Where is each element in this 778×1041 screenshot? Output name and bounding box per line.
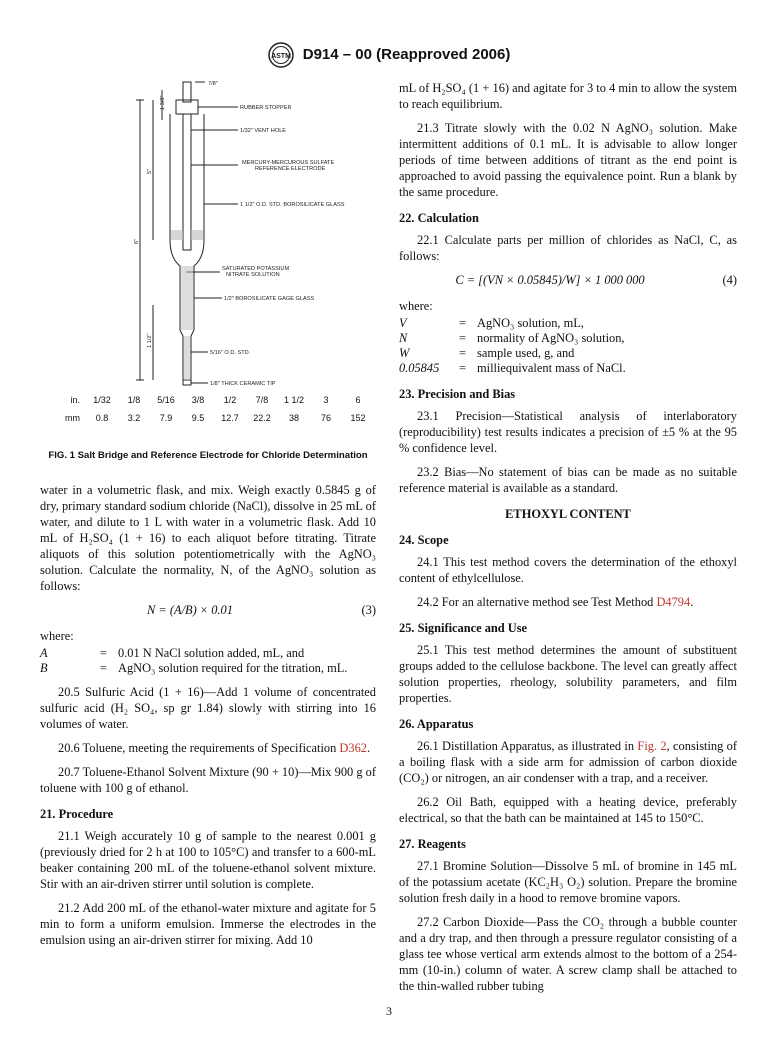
paragraph-24-2-end: . xyxy=(690,595,694,609)
paragraph-27-2: 27.2 Carbon Dioxide—Pass the CO₂ through a bubble counter and a dry trap, and then through a pressure regulator consisting of a glass tee whose vertical arm extends almost to the bottom of a 254-mm (10-in.) column of water. A screw clamp shall be attached to the thin-walled rubber tubing xyxy=(399,915,737,993)
paragraph-23-1: 23.1 Precision—Statistical analysis of interlaboratory (reproducibility) test results indicates a precision of ±5 % at the 95 % confidence level. xyxy=(399,409,737,455)
label-ceramic-tip: 1/8" THICK CERAMIC TIP xyxy=(210,381,276,387)
label-electrode-2: REFERENCE ELECTRODE xyxy=(255,166,326,172)
where-eq: = xyxy=(459,361,466,375)
where-def: milliequivalent mass of NaCl. xyxy=(477,361,626,375)
label-rubber-stopper: RUBBER STOPPER xyxy=(240,105,292,111)
where-row xyxy=(399,346,630,361)
where-label: where: xyxy=(40,629,74,643)
scale-value: 7.9 xyxy=(159,413,173,423)
scale-value: 1/8 xyxy=(127,395,141,405)
label-std: 5/16" O.D. STD. xyxy=(210,350,251,356)
paragraph-20-6 xyxy=(40,740,376,756)
label-vent-hole: 1/32" VENT HOLE xyxy=(240,128,287,134)
where-sym: B xyxy=(40,661,48,675)
scale-value: 9.5 xyxy=(191,413,205,423)
paragraph-continued: mL of H₂SO₄ (1 + 16) and agitate for 3 to 4 min to allow the system to reach equilibrium. xyxy=(399,81,737,111)
label-top-dim: 7/8" xyxy=(208,81,218,87)
right-column xyxy=(399,80,737,1002)
document-title: D914 – 00 (Reapproved 2006) xyxy=(302,46,511,63)
where-def: normality of AgNO₃ solution, xyxy=(477,331,625,345)
label-saturated: SATURATED POTASSIUM xyxy=(222,266,290,272)
label-borosilicate-glass: 1 1/2" O.D. STD. BOROSILICATE GLASS xyxy=(240,202,345,208)
paragraph-24-2 xyxy=(399,594,737,610)
unit-scale-table xyxy=(40,392,374,426)
scale-value: 3.2 xyxy=(127,413,141,423)
where-sym: V xyxy=(399,316,407,330)
equation-4-number: (4) xyxy=(722,273,737,287)
where-sym: N xyxy=(399,331,408,345)
scale-value: 76 xyxy=(320,413,331,423)
equation-4 xyxy=(399,272,737,288)
paragraph-normality: water in a volumetric flask, and mix. Weigh exactly 0.5845 g of dry, primary standard sodium chloride (NaCl), dissolve in 25 mL of water, and dilute to 1 L with water in a volumetric flask. Add 10 mL of H₂SO₄ (1 + 16) to each aliquot before titrating. Titrate aliquots of this solution potentiometrically with the AgNO₃ solution. Calculate the normality, N, of the AgNO₃ solution as follows: xyxy=(40,483,376,593)
scale-value: 0.8 xyxy=(95,413,109,423)
paragraph-26-2: 26.2 Oil Bath, equipped with a heating device, preferably electrical, so that the bath can be maintained at 145 to 150°C. xyxy=(399,795,737,825)
heading-22: 22. Calculation xyxy=(399,211,479,225)
where-eq: = xyxy=(100,661,107,675)
where-sym: 0.05845 xyxy=(399,361,440,375)
where-def: AgNO₃ solution required for the titration, mL. xyxy=(118,661,348,675)
page-header xyxy=(0,42,778,68)
where-row xyxy=(399,316,630,331)
scale-value: 12.7 xyxy=(221,413,239,423)
where-row xyxy=(40,646,351,661)
figure-caption: FIG. 1 Salt Bridge and Reference Electrode for Chloride Determination xyxy=(48,450,368,461)
paragraph-26-1 xyxy=(399,738,737,786)
scale-value: 22.2 xyxy=(253,413,271,423)
where-row xyxy=(399,361,630,376)
section-title-ethoxyl: ETHOXYL CONTENT xyxy=(505,507,631,521)
where-sym: A xyxy=(40,646,48,660)
heading-26: 26. Apparatus xyxy=(399,717,474,731)
label-gage-glass: 1/2" BOROSILICATE GAGE GLASS xyxy=(224,296,315,302)
figure-1 xyxy=(40,80,376,482)
svg-text:ASTM: ASTM xyxy=(270,53,291,60)
heading-24: 24. Scope xyxy=(399,533,449,547)
scale-value: 3/8 xyxy=(191,395,205,405)
link-fig-2[interactable]: Fig. 2 xyxy=(637,739,667,753)
heading-21: 21. Procedure xyxy=(40,807,114,821)
paragraph-21-2: 21.2 Add 200 mL of the ethanol-water mixture and agitate for 5 min to form a uniform emulsion. Immerse the electrodes in the emulsion using an air-driven stirrer for mixing. Add 10 xyxy=(40,901,376,947)
where-table-right xyxy=(399,316,630,376)
scale-value: 152 xyxy=(350,413,366,423)
scale-value: 38 xyxy=(288,413,299,423)
label-saturated-2: NITRATE SOLUTION xyxy=(226,272,280,278)
scale-mm-label: mm xyxy=(65,413,80,423)
scale-value: 1/32 xyxy=(93,395,111,405)
scale-in-label: in. xyxy=(70,395,80,405)
where-eq: = xyxy=(459,331,466,345)
heading-27: 27. Reagents xyxy=(399,837,466,851)
paragraph-22-1: 22.1 Calculate parts per million of chlorides as NaCl, C, as follows: xyxy=(399,233,737,263)
label-dim-top: 1 3/8" xyxy=(160,95,166,110)
where-eq: = xyxy=(459,346,466,360)
equation-4-formula: C = [(VN × 0.05845)/W] × 1 000 000 xyxy=(455,273,645,287)
where-label-right: where: xyxy=(399,299,433,313)
link-d4794[interactable]: D4794 xyxy=(656,595,691,609)
left-column xyxy=(40,80,376,956)
salt-bridge-diagram xyxy=(40,80,376,410)
equation-3 xyxy=(40,602,376,618)
paragraph-24-1: 24.1 This test method covers the determination of the ethoxyl content of ethylcellulose. xyxy=(399,555,737,585)
where-def: sample used, g, and xyxy=(477,346,575,360)
paragraph-23-2: 23.2 Bias—No statement of bias can be made as no suitable reference material is available as a standard. xyxy=(399,465,737,495)
scale-value: 5/16 xyxy=(157,395,175,405)
paragraph-25-1: 25.1 This test method determines the amount of substituent groups added to the cellulose backbone. The level can greatly affect solution properties, rheology, solubility parameters, and film properties. xyxy=(399,643,737,705)
where-sym: W xyxy=(399,346,410,360)
where-def: AgNO₃ solution, mL, xyxy=(477,316,584,330)
paragraph-24-2-text: 24.2 For an alternative method see Test Method xyxy=(417,595,654,609)
where-table-left xyxy=(40,646,351,676)
label-dim-mid: 5" xyxy=(147,168,153,174)
scale-value: 1/2 xyxy=(223,395,237,405)
paragraph-26-1-text: 26.1 Distillation Apparatus, as illustrated in xyxy=(417,739,635,753)
link-d362[interactable]: D362 xyxy=(339,741,367,755)
paragraph-21-3: 21.3 Titrate slowly with the 0.02 N AgNO₃ solution. Make intermittent additions of 0.1 mL. It is advisable to allow longer periods of time between additions of titrant as the end point is approached to avoid passing the equivalence point. Run a blank by the same procedure. xyxy=(399,121,737,199)
label-dim-main: 6" xyxy=(134,238,140,244)
paragraph-20-7: 20.7 Toluene-Ethanol Solvent Mixture (90 + 10)—Mix 900 g of toluene with 100 g of ethanol. xyxy=(40,765,376,795)
scale-value: 1 1/2 xyxy=(283,395,305,405)
scale-value: 7/8 xyxy=(255,395,269,405)
scale-row-in xyxy=(40,392,374,408)
paragraph-27-1: 27.1 Bromine Solution—Dissolve 5 mL of bromine in 145 mL of the potassium acetate (KC₂H₃ O₂) solution. Prepare the bromine solution fresh daily in a hood to remove bromine vapors. xyxy=(399,859,737,905)
scale-value: 3 xyxy=(323,395,329,405)
label-electrode: MERCURY-MERCUROUS SULFATE xyxy=(242,160,335,166)
equation-3-number: (3) xyxy=(361,603,376,617)
label-dim-low: 1 1/2" xyxy=(147,333,153,348)
scale-value: 6 xyxy=(355,395,361,405)
equation-3-formula: N = (A/B) × 0.01 xyxy=(147,603,233,617)
paragraph-20-5: 20.5 Sulfuric Acid (1 + 16)—Add 1 volume of concentrated sulfuric acid (H₂ SO₄, sp gr 1.84) slowly with stirring into 16 volumes of water. xyxy=(40,685,376,731)
where-eq: = xyxy=(459,316,466,330)
paragraph-26-1-rest: , consisting of a boiling flask with a side arm for admission of carbon dioxide (CO₂) or nitrogen, an air condenser with a trap, and a receiver. xyxy=(399,739,737,785)
page-number: 3 xyxy=(386,1004,392,1018)
heading-23: 23. Precision and Bias xyxy=(399,387,516,401)
where-eq: = xyxy=(100,646,107,660)
paragraph-20-6-text: 20.6 Toluene, meeting the requirements of Specification xyxy=(58,741,337,755)
heading-25: 25. Significance and Use xyxy=(399,621,528,635)
where-row xyxy=(399,331,630,346)
scale-row-mm xyxy=(40,410,374,426)
astm-logo-icon xyxy=(268,42,294,68)
paragraph-21-1: 21.1 Weigh accurately 10 g of sample to the nearest 0.001 g (previously dried for 2 h at 100 to 105°C) and transfer to a 600-mL beaker containing 200 mL of the toluene-ethanol solvent mixture. Stir with an air-driven stirrer until solution is complete. xyxy=(40,829,376,891)
where-def: 0.01 N NaCl solution added, mL, and xyxy=(118,646,305,660)
where-row xyxy=(40,661,351,676)
paragraph-20-6-end: . xyxy=(366,741,371,755)
